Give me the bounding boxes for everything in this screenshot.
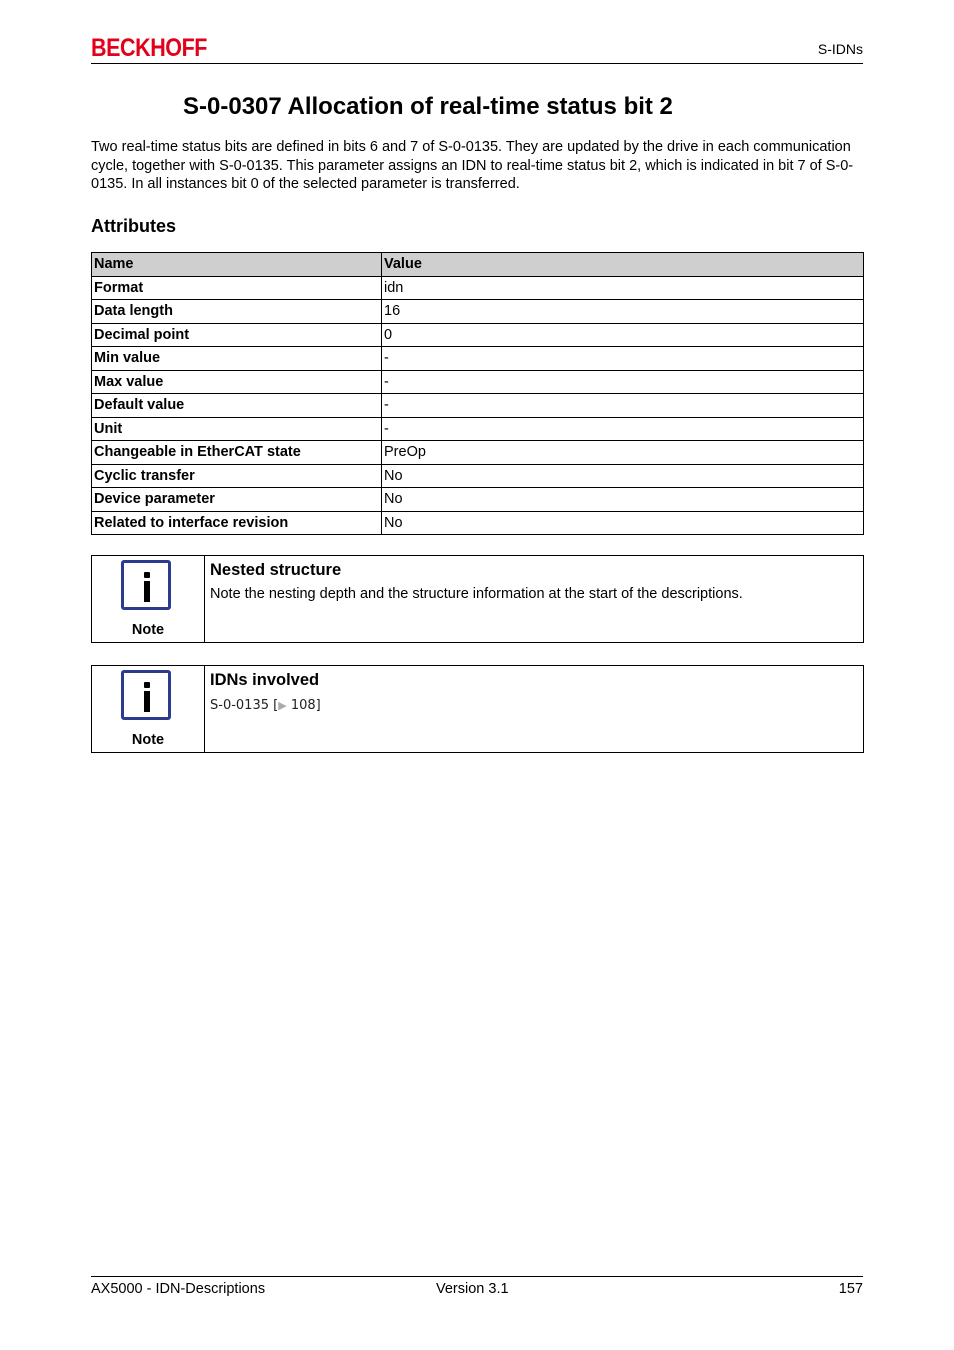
table-row bbox=[92, 511, 864, 535]
note-text: Note the nesting depth and the structure information at the start of the descriptions. bbox=[210, 586, 743, 602]
note-label: Note bbox=[131, 732, 165, 748]
footer-divider bbox=[91, 1276, 863, 1277]
beckhoff-logo: BECKHOFF bbox=[91, 34, 208, 62]
page-title: S-0-0307 Allocation of real-time status bit 2 bbox=[183, 93, 673, 120]
idn-link-page[interactable]: 108 bbox=[290, 698, 316, 713]
column-header-value: Value bbox=[382, 253, 864, 277]
table-row bbox=[92, 276, 864, 300]
header-divider bbox=[91, 63, 863, 64]
note-icon-cell bbox=[92, 556, 205, 642]
attribute-name: Max value bbox=[92, 370, 382, 394]
note-title: IDNs involved bbox=[210, 671, 320, 689]
attribute-name: Decimal point bbox=[92, 323, 382, 347]
note-icon-cell bbox=[92, 666, 205, 752]
table-row bbox=[92, 370, 864, 394]
attribute-name: Format bbox=[92, 276, 382, 300]
page-arrow-icon: ▶ bbox=[278, 699, 287, 712]
attribute-value: No bbox=[382, 488, 864, 512]
column-header-name: Name bbox=[92, 253, 382, 277]
idn-link-text[interactable]: S-0-0135 bbox=[210, 698, 269, 713]
table-row bbox=[92, 417, 864, 441]
attribute-name: Cyclic transfer bbox=[92, 464, 382, 488]
idn-link[interactable]: S-0-0135 [▶ 108] bbox=[210, 698, 321, 713]
attribute-value: - bbox=[382, 347, 864, 371]
table-row bbox=[92, 488, 864, 512]
note-title: Nested structure bbox=[210, 561, 342, 579]
attribute-value: 0 bbox=[382, 323, 864, 347]
attribute-value: 16 bbox=[382, 300, 864, 324]
attribute-name: Data length bbox=[92, 300, 382, 324]
intro-paragraph: Two real-time status bits are defined in bits 6 and 7 of S-0-0135. They are updated by the drive in each communication cycle, together with S-0-0135. This parameter assigns an IDN to real-time status bit 2, which is indicated in bit 7 of S-0-0135. In all instances bit 0 of the selected parameter is transferred. bbox=[91, 139, 854, 192]
note-body bbox=[205, 556, 863, 642]
note-box-idns-involved bbox=[91, 665, 864, 753]
attributes-heading: Attributes bbox=[91, 216, 176, 236]
table-row bbox=[92, 323, 864, 347]
table-row bbox=[92, 441, 864, 465]
attribute-name: Min value bbox=[92, 347, 382, 371]
attribute-name: Unit bbox=[92, 417, 382, 441]
attributes-table bbox=[91, 252, 864, 535]
table-row bbox=[92, 394, 864, 418]
attribute-value: - bbox=[382, 394, 864, 418]
footer-document-title: AX5000 - IDN-Descriptions bbox=[91, 1281, 266, 1297]
table-row bbox=[92, 464, 864, 488]
attribute-value: - bbox=[382, 417, 864, 441]
attribute-value: PreOp bbox=[382, 441, 864, 465]
note-box-nested-structure bbox=[91, 555, 864, 643]
note-label: Note bbox=[131, 622, 165, 638]
link-bracket: [ bbox=[273, 698, 279, 713]
attribute-value: - bbox=[382, 370, 864, 394]
info-icon bbox=[121, 670, 171, 720]
table-row bbox=[92, 347, 864, 371]
header-section-title: S-IDNs bbox=[817, 41, 863, 57]
attribute-value: No bbox=[382, 464, 864, 488]
attribute-value: No bbox=[382, 511, 864, 535]
table-header-row bbox=[92, 253, 864, 277]
attribute-name: Default value bbox=[92, 394, 382, 418]
table-row bbox=[92, 300, 864, 324]
attribute-name: Device parameter bbox=[92, 488, 382, 512]
footer-version: Version 3.1 bbox=[436, 1281, 509, 1297]
attribute-name: Related to interface revision bbox=[92, 511, 382, 535]
note-body bbox=[205, 666, 863, 752]
info-icon bbox=[121, 560, 171, 610]
attribute-value: idn bbox=[382, 276, 864, 300]
footer-page-number: 157 bbox=[838, 1281, 863, 1297]
attribute-name: Changeable in EtherCAT state bbox=[92, 441, 382, 465]
